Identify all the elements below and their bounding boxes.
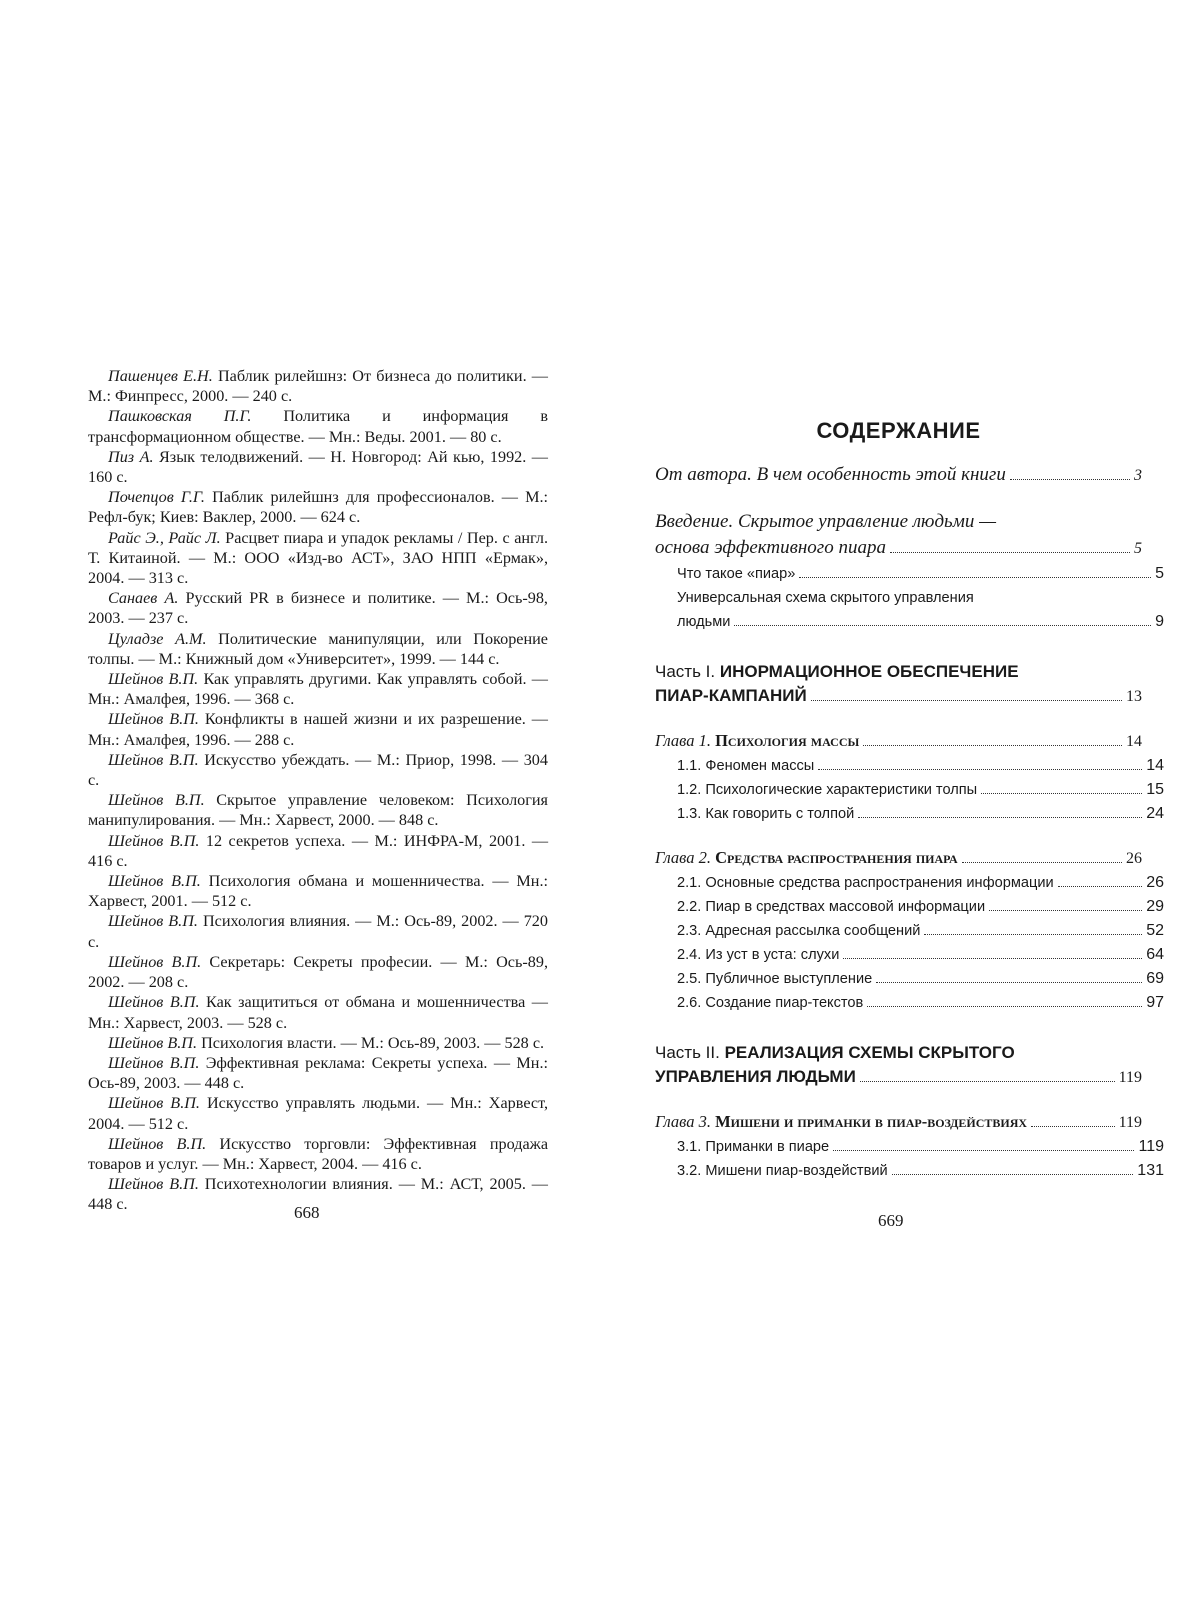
reference-text: Язык телодвижений. — Н. Новгород: Ай кью, 1992. — 160 с. — [88, 447, 548, 487]
toc-page: 26 — [1146, 874, 1164, 891]
page-number-right: 669 — [878, 1211, 904, 1230]
toc-page: 3 — [1134, 467, 1142, 484]
toc-item — [655, 967, 1164, 991]
reference-author: Шейнов В.П. — [108, 993, 200, 1012]
chapter-title: Психология массы — [715, 731, 860, 750]
toc-page: 5 — [1155, 565, 1164, 582]
toc-label: 2.6. Создание пиар-текстов — [677, 995, 864, 1011]
reference-entry — [88, 750, 548, 790]
toc-chapter1 — [655, 729, 1142, 754]
toc-item — [655, 802, 1164, 826]
toc-part2 — [655, 1065, 1142, 1090]
leader-dots — [876, 982, 1142, 983]
toc-label: 2.4. Из уст в уста: слухи — [677, 947, 840, 963]
toc-label: От автора. В чем особенность этой книги — [655, 464, 1006, 485]
reference-author: Шейнов В.П. — [108, 872, 201, 891]
part-prefix: Часть II. — [655, 1043, 720, 1062]
toc-item — [655, 754, 1164, 778]
toc-part2-line1 — [655, 1041, 1142, 1065]
reference-text: Эффективная реклама: Секреты успеха. — Мн.: Ось-89, 2003. — 448 с. — [88, 1053, 548, 1093]
toc-intro — [655, 535, 1142, 562]
reference-author: Шейнов В.П. — [108, 1175, 199, 1194]
reference-text: Психология влияния. — М.: Ось-89, 2002. — 720 с. — [88, 912, 548, 951]
leader-dots — [890, 552, 1130, 553]
toc-label: ПИАР-КАМПАНИЙ — [655, 686, 807, 705]
toc-item — [655, 562, 1164, 586]
reference-entry — [88, 992, 548, 1032]
reference-author: Шейнов В.П. — [108, 912, 198, 931]
reference-entry — [88, 1134, 548, 1174]
reference-entry — [88, 366, 548, 406]
toc-page: 14 — [1146, 757, 1164, 774]
reference-author: Шейнов В.П. — [108, 710, 199, 729]
toc-item — [655, 1135, 1164, 1159]
reference-author: Шейнов В.П. — [108, 831, 200, 850]
reference-author: Шейнов В.П. — [108, 1134, 207, 1153]
reference-text: Искусство убеждать. — М.: Приор, 1998. — 304 с. — [88, 750, 548, 790]
chapter-title: Средства распространения пиара — [715, 848, 958, 867]
leader-dots — [843, 958, 1142, 959]
reference-author: Цуладзе А.М. — [108, 629, 207, 648]
reference-entry — [88, 1033, 548, 1053]
leader-dots — [858, 817, 1142, 818]
reference-text: Искусство управлять людьми. — Мн.: Харвест, 2004. — 512 с. — [88, 1094, 548, 1133]
reference-text: 12 секретов успеха. — М.: ИНФРА-М, 2001. — 416 с. — [88, 831, 549, 870]
toc-label: 1.1. Феномен массы — [677, 758, 815, 774]
reference-text: Политические манипуляции, или Покорение толпы. — М.: Книжный дом «Университет», 1999. — 144 с. — [88, 629, 548, 668]
reference-text: Русский PR в бизнесе и политике. — М.: Ось-98, 2003. — 237 с. — [88, 589, 548, 628]
leader-dots — [833, 1150, 1134, 1151]
chapter-prefix: Глава 2. — [655, 848, 711, 867]
reference-text: Конфликты в нашей жизни и их разрешение. — Мн.: Амалфея, 1996. — 288 с. — [88, 710, 548, 749]
reference-text: Расцвет пиара и упадок рекламы / Пер. с англ. Т. Китаиной. — М.: ООО «Изд-во АСТ», ЗАО НПП «Ермак», 2004. — 313 с. — [88, 528, 548, 588]
toc-from-author — [655, 462, 1142, 489]
leader-dots — [867, 1006, 1142, 1007]
reference-entry — [88, 709, 548, 749]
toc-part1-line1 — [655, 660, 1142, 684]
leader-dots — [981, 793, 1142, 794]
chapter-title: Мишени и приманки в пиар-воздействиях — [715, 1112, 1028, 1131]
part-prefix: Часть I. — [655, 662, 716, 681]
reference-entry — [88, 669, 548, 709]
reference-text: Психология власти. — М.: Ось-89, 2003. — 528 с. — [197, 1033, 545, 1052]
toc-item — [655, 610, 1164, 634]
toc-label: 2.2. Пиар в средствах массовой информации — [677, 899, 986, 915]
toc-part1 — [655, 684, 1142, 709]
leader-dots — [860, 1081, 1115, 1082]
reference-author: Райс Э., Райс Л. — [108, 528, 221, 547]
table-of-contents — [655, 400, 1164, 1183]
toc-label: 1.2. Психологические характеристики толпы — [677, 782, 978, 798]
toc-label: 3.2. Мишени пиар-воздействий — [677, 1163, 888, 1179]
reference-entry — [88, 790, 548, 830]
toc-page: 13 — [1126, 688, 1142, 705]
toc-label: Что такое «пиар» — [677, 566, 796, 582]
chapter-prefix: Глава 1. — [655, 731, 711, 750]
reference-text: Секретарь: Секреты професии. — М.: Ось-89, 2002. — 208 с. — [88, 952, 548, 992]
reference-author: Шейнов В.П. — [108, 952, 202, 971]
reference-author: Пашенцев Е.Н. — [108, 367, 213, 385]
toc-item — [655, 871, 1164, 895]
toc-label: 2.5. Публичное выступление — [677, 971, 873, 987]
leader-dots — [799, 577, 1151, 578]
reference-entry — [88, 629, 548, 669]
reference-author: Шейнов В.П. — [108, 1094, 200, 1113]
toc-item — [655, 895, 1164, 919]
reference-author: Пашковская П.Г. — [108, 407, 252, 426]
toc-page: 69 — [1146, 970, 1164, 987]
reference-text: Как защититься от обмана и мошенничества — Мн.: Харвест, 2003. — 528 с. — [88, 993, 548, 1032]
leader-dots — [962, 862, 1122, 863]
leader-dots — [818, 769, 1142, 770]
toc-item — [655, 778, 1164, 802]
reference-text: Как управлять другими. Как управлять собой. — Мн.: Амалфея, 1996. — 368 с. — [88, 670, 548, 709]
part-title: ИНОРМАЦИОННОЕ ОБЕСПЕЧЕНИЕ — [719, 662, 1019, 681]
leader-dots — [1058, 886, 1143, 887]
toc-label: основа эффективного пиара — [655, 537, 886, 558]
reference-author: Шейнов В.П. — [108, 750, 199, 769]
toc-page: 97 — [1146, 994, 1164, 1011]
toc-label: людьми — [677, 614, 731, 630]
leader-dots — [989, 910, 1142, 911]
reference-entry — [88, 871, 548, 911]
reference-entry — [88, 447, 548, 487]
toc-label: 3.1. Приманки в пиаре — [677, 1139, 830, 1155]
toc-page: 9 — [1155, 613, 1164, 630]
toc-label: 2.3. Адресная рассылка сообщений — [677, 923, 921, 939]
bibliography-list — [88, 366, 548, 1215]
reference-author: Шейнов В.П. — [108, 1033, 198, 1052]
reference-entry — [88, 528, 548, 589]
toc-page: 15 — [1146, 781, 1164, 798]
reference-entry — [88, 911, 548, 951]
reference-text: Паблик рилейшнз: От бизнеса до политики. — М.: Финпресс, 2000. — 240 с. — [88, 367, 548, 406]
reference-entry — [88, 952, 548, 992]
reference-text: Искусство торговли: Эффективная продажа товаров и услуг. — Мн.: Харвест, 2004. — 416 с. — [88, 1134, 548, 1173]
leader-dots — [863, 745, 1122, 746]
leader-dots — [734, 625, 1151, 626]
toc-page: 5 — [1134, 540, 1142, 557]
reference-entry — [88, 1053, 548, 1093]
reference-author: Шейнов В.П. — [108, 791, 205, 810]
reference-text: Психотехнологии влияния. — М.: АСТ, 2005. — 448 с. — [88, 1175, 548, 1214]
toc-page: 26 — [1126, 850, 1142, 867]
toc-item — [655, 943, 1164, 967]
toc-page: 14 — [1126, 733, 1142, 750]
toc-title: СОДЕРЖАНИЕ — [816, 418, 981, 443]
toc-page: 119 — [1118, 1114, 1142, 1131]
leader-dots — [892, 1174, 1134, 1175]
toc-page: 64 — [1146, 946, 1164, 963]
reference-entry — [88, 588, 548, 628]
toc-page: 119 — [1138, 1138, 1164, 1155]
reference-author: Санаев А. — [108, 589, 179, 608]
reference-author: Почепцов Г.Г. — [108, 488, 205, 507]
reference-author: Шейнов В.П. — [108, 670, 199, 689]
reference-text: Политика и информация в трансформационном обществе. — Мн.: Веды. 2001. — 80 с. — [88, 407, 548, 446]
toc-page: 29 — [1146, 898, 1164, 915]
toc-item — [655, 919, 1164, 943]
leader-dots — [924, 934, 1142, 935]
chapter-prefix: Глава 3. — [655, 1112, 711, 1131]
toc-page: 52 — [1146, 922, 1164, 939]
reference-entry — [88, 487, 548, 527]
leader-dots — [811, 700, 1122, 701]
part-title: РЕАЛИЗАЦИЯ СХЕМЫ СКРЫТОГО — [724, 1043, 1015, 1062]
reference-text: Психология обмана и мошенничества. — Мн.: Харвест, 2001. — 512 с. — [88, 872, 548, 911]
toc-label: 1.3. Как говорить с толпой — [677, 806, 855, 822]
toc-item — [655, 991, 1164, 1015]
reference-entry — [88, 1093, 548, 1133]
reference-text: Паблик рилейшнз для профессионалов. — М.: Рефл-бук; Киев: Ваклер, 2000. — 624 с. — [88, 488, 549, 527]
toc-intro-line1: Введение. Скрытое управление людьми — — [655, 511, 996, 532]
toc-chapter3 — [655, 1110, 1142, 1135]
toc-page: 119 — [1118, 1069, 1142, 1086]
toc-page: 24 — [1146, 805, 1164, 822]
leader-dots — [1010, 479, 1130, 480]
reference-author: Пиз А. — [108, 447, 154, 466]
toc-scheme-line1: Универсальная схема скрытого управления — [677, 590, 974, 606]
toc-label: 2.1. Основные средства распространения информации — [677, 875, 1054, 891]
reference-entry — [88, 406, 548, 446]
reference-text: Скрытое управление человеком: Психология манипулирования. — Мн.: Харвест, 2000. — 848 с. — [88, 791, 548, 830]
toc-item — [655, 1159, 1164, 1183]
toc-chapter2 — [655, 846, 1142, 871]
page-number-left: 668 — [294, 1203, 320, 1222]
reference-entry — [88, 831, 548, 871]
leader-dots — [1031, 1126, 1115, 1127]
toc-page: 131 — [1137, 1162, 1164, 1179]
reference-author: Шейнов В.П. — [108, 1053, 200, 1072]
toc-label: УПРАВЛЕНИЯ ЛЮДЬМИ — [655, 1067, 856, 1086]
